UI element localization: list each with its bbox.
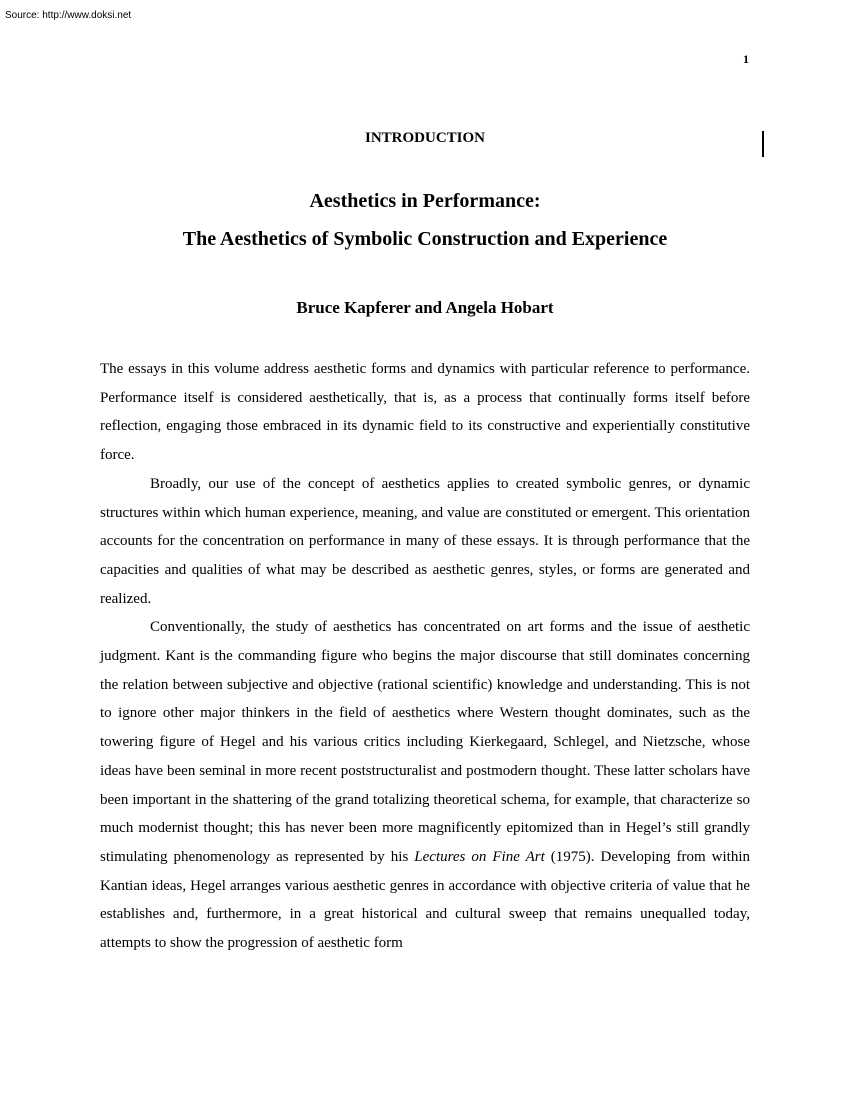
title-line-2: The Aesthetics of Symbolic Construction and Experience (182, 228, 668, 250)
paragraph-3-after: (1975). Developing from within Kantian ideas, Hegel arranges various aesthetic genres in accordance with objective criteria of value that he establishes and, furthermore, in a great historical and cultural sweep that remains unequalled today, attempts to show the progression of aesthetic form (100, 848, 750, 952)
title-line-1: Aesthetics in Performance: (309, 190, 541, 212)
body-text (100, 355, 750, 958)
authors: Bruce Kapferer and Angela Hobart (296, 298, 554, 317)
source-note: Source: http://www.doksi.net (5, 10, 132, 21)
book-title-lectures-on-fine-art: Lectures on Fine Art (414, 848, 545, 865)
paragraph-1: The essays in this volume address aesthetic forms and dynamics with particular reference to performance. Performance itself is considered aesthetically, that is, as a process that continually forms itself before reflection, engaging those embraced in its dynamic field to its constructive and experientially constitutive force. (100, 361, 750, 464)
paragraph-3 (100, 613, 750, 957)
paragraph-3-before: Conventionally, the study of aesthetics has concentrated on art forms and the issue of aesthetic judgment. Kant is the commanding figure who begins the major discourse that still dominates concerning the relation between subjective and objective (rational scientific) knowledge and understanding. This is not to ignore other major thinkers in the field of aesthetics where Western thought dominates, such as the towering figure of Hegel and his various critics including Kierkegaard, Schlegel, and Nietzsche, whose ideas have been seminal in more recent poststructuralist and postmodern thought. These latter scholars have been important in the shattering of the grand totalizing theoretical schema, for example, that characterize so much modernist thought; this has never been more magnificently epitomized than in Hegel’s still grandly stimulating phenomenology as represented by his (100, 619, 750, 865)
paragraph-2: Broadly, our use of the concept of aesthetics applies to created symbolic genres, or dynamic structures within which human experience, meaning, and value are constituted or emergent. This orientation accounts for the concentration on performance in many of these essays. It is through performance that the capacities and qualities of what may be described as aesthetic genres, styles, or forms are generated and realized. (100, 475, 750, 607)
page-number: 1 (743, 52, 749, 66)
section-label: INTRODUCTION (364, 130, 485, 146)
